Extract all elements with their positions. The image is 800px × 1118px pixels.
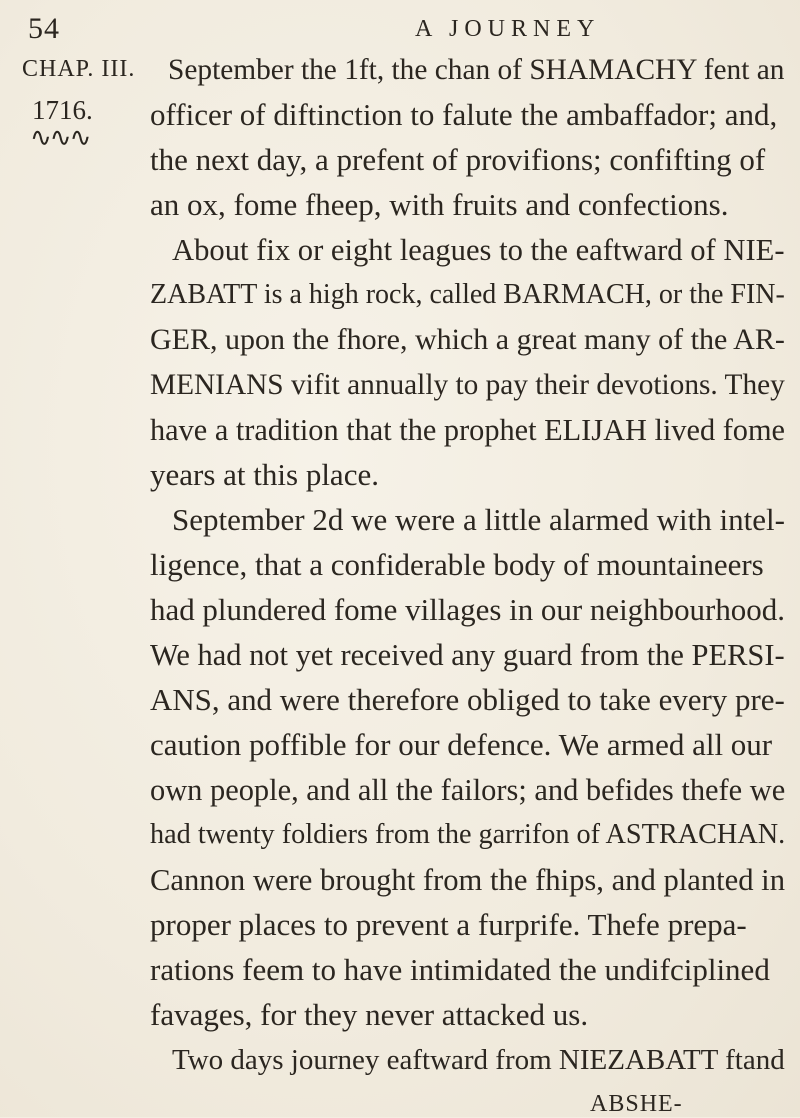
margin-year-note: 1716. — [32, 95, 93, 125]
running-head: A JOURNEY — [415, 16, 601, 42]
catchword: ABSHE- — [590, 1091, 683, 1117]
text-line-12: ligence, that a confiderable body of mountaineers — [150, 547, 764, 582]
text-line-4: an ox, fome fheep, with fruits and confections. — [150, 187, 729, 222]
text-line-6: ZABATT is a high rock, called BARMACH, or the FIN- — [150, 279, 785, 310]
text-line-23: Two days journey eaftward from NIEZABATT ftand — [172, 1044, 785, 1076]
text-line-10: years at this place. — [150, 457, 379, 492]
text-line-11: September 2d we were a little alarmed with intel- — [172, 502, 785, 537]
text-line-7: GER, upon the fhore, which a great many of the AR- — [150, 323, 785, 356]
text-line-5: About fix or eight leagues to the eaftward of NIE- — [172, 233, 785, 267]
text-line-1: September the 1ft, the chan of SHAMACHY fent an — [168, 54, 785, 86]
margin-chapter-note: CHAP. III. — [22, 56, 136, 82]
text-line-21: rations feem to have intimidated the undifciplined — [150, 952, 770, 987]
text-line-14: We had not yet received any guard from the PERSI- — [150, 638, 785, 672]
text-line-8: MENIANS vifit annually to pay their devotions. They — [150, 369, 785, 401]
margin-ornament: ∿∿∿ — [30, 123, 90, 152]
text-line-15: ANS, and were therefore obliged to take every pre- — [150, 682, 785, 717]
text-line-9: have a tradition that the prophet ELIJAH lived fome — [150, 413, 786, 447]
text-line-2: officer of diftinction to falute the ambaffador; and, — [150, 97, 778, 132]
text-line-3: the next day, a prefent of provifions; confifting of — [150, 142, 766, 177]
text-line-22: favages, for they never attacked us. — [150, 997, 589, 1032]
text-line-13: had plundered fome villages in our neighbourhood. — [150, 592, 785, 627]
text-line-20: proper places to prevent a furprife. Thefe prepa- — [150, 907, 747, 942]
text-line-19: Cannon were brought from the fhips, and planted in — [150, 863, 785, 897]
text-line-17: own people, and all the failors; and befides thefe we — [150, 773, 786, 807]
text-line-16: caution poffible for our defence. We armed all our — [150, 727, 773, 762]
text-line-18: had twenty foldiers from the garrifon of ASTRACHAN. — [150, 819, 786, 850]
page-number: 54 — [28, 12, 60, 45]
